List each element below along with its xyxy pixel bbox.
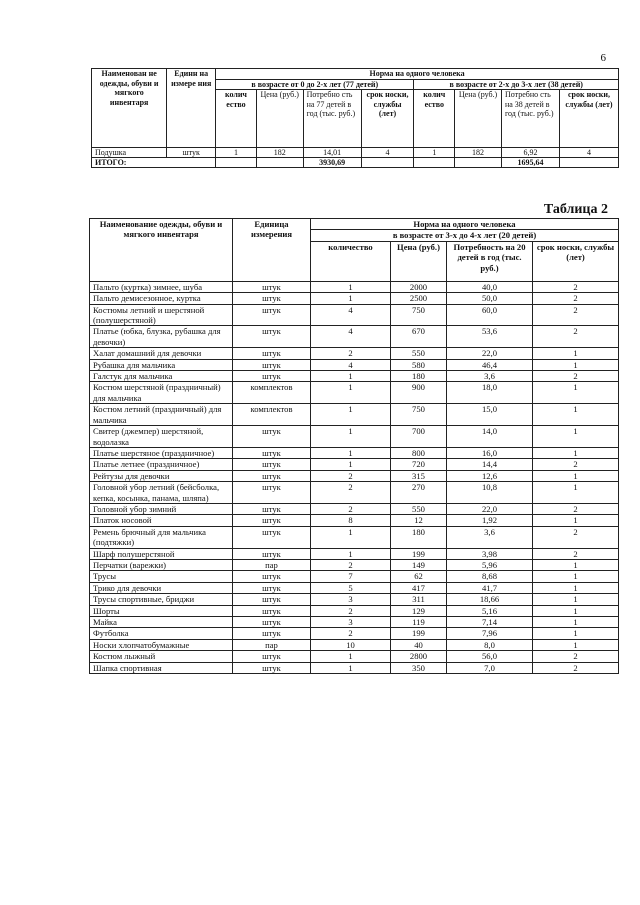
table-row (90, 628, 619, 639)
cell-price: 62 (391, 571, 447, 582)
header-term-b: срок носки, службы (лет) (559, 90, 618, 148)
cell-qty: 2 (311, 628, 391, 639)
cell-price: 199 (391, 548, 447, 559)
cell-price: 119 (391, 617, 447, 628)
cell-unit: штук (233, 326, 311, 348)
header-group: в возрасте от 3-х до 4-х лет (20 детей) (311, 230, 619, 241)
table-2 (89, 218, 619, 674)
cell-qty: 5 (311, 582, 391, 593)
cell-name: Подушка (92, 148, 167, 158)
cell-need: 50,0 (447, 293, 533, 304)
cell-price: 550 (391, 503, 447, 514)
table-row (90, 548, 619, 559)
cell-name: Платок носовой (90, 515, 233, 526)
table-row (90, 503, 619, 514)
table-row (90, 571, 619, 582)
cell-price: 417 (391, 582, 447, 593)
cell-price-a: 182 (256, 148, 303, 158)
cell-qty: 1 (311, 662, 391, 673)
cell-term: 1 (533, 594, 619, 605)
cell-need: 60,0 (447, 304, 533, 326)
cell-name: Рубашка для мальчика (90, 359, 233, 370)
cell-qty: 1 (311, 293, 391, 304)
cell-price: 580 (391, 359, 447, 370)
cell-term: 1 (533, 605, 619, 616)
total-need-a: 3930,69 (303, 158, 361, 168)
cell-unit: штук (233, 515, 311, 526)
total-row (92, 158, 619, 168)
cell-term: 1 (533, 470, 619, 481)
cell-name: Костюм шерстяной (праздничный) для мальчика (90, 382, 233, 404)
header-qty-b: колич ество (414, 90, 455, 148)
header-name: Наименование одежды, обуви и мягкого инвентаря (90, 219, 233, 282)
cell-qty: 2 (311, 559, 391, 570)
cell-unit: штук (233, 571, 311, 582)
cell-qty: 2 (311, 605, 391, 616)
table-row (90, 482, 619, 504)
cell-price: 720 (391, 459, 447, 470)
table-row (90, 582, 619, 593)
cell-name: Галстук для мальчика (90, 371, 233, 382)
cell-name: Платье летнее (праздничное) (90, 459, 233, 470)
table-row (90, 293, 619, 304)
cell-price: 750 (391, 304, 447, 326)
cell-unit: штук (167, 148, 216, 158)
cell-qty: 1 (311, 382, 391, 404)
cell-term: 1 (533, 617, 619, 628)
header-qty: количество (311, 241, 391, 281)
cell-price: 900 (391, 382, 447, 404)
cell-name: Халат домашний для девочки (90, 348, 233, 359)
cell-term: 2 (533, 548, 619, 559)
header-price-b: Цена (руб.) (455, 90, 502, 148)
cell-price: 149 (391, 559, 447, 570)
table-row (90, 348, 619, 359)
table-1 (91, 68, 619, 168)
cell-price-b: 182 (455, 148, 502, 158)
cell-need: 3,98 (447, 548, 533, 559)
cell-name: Пальто (куртка) зимнее, шуба (90, 281, 233, 292)
table-row (90, 559, 619, 570)
cell-unit: штук (233, 582, 311, 593)
table-row (90, 594, 619, 605)
cell-price: 750 (391, 404, 447, 426)
cell-term: 1 (533, 482, 619, 504)
table-row (90, 304, 619, 326)
cell-price: 40 (391, 639, 447, 650)
cell-unit: пар (233, 639, 311, 650)
cell-qty-a: 1 (216, 148, 257, 158)
cell-term: 2 (533, 526, 619, 548)
cell-name: Перчатки (варежки) (90, 559, 233, 570)
cell-qty: 4 (311, 326, 391, 348)
cell-need: 22,0 (447, 503, 533, 514)
table-row (90, 617, 619, 628)
table-row (90, 651, 619, 662)
cell-term: 1 (533, 571, 619, 582)
cell-term: 2 (533, 281, 619, 292)
cell-name: Платье (юбка, блузка, рубашка для девочки) (90, 326, 233, 348)
cell-term: 2 (533, 503, 619, 514)
cell-price: 12 (391, 515, 447, 526)
cell-unit: штук (233, 503, 311, 514)
cell-unit: штук (233, 426, 311, 448)
table-row (90, 426, 619, 448)
cell-qty: 4 (311, 359, 391, 370)
cell-qty: 1 (311, 404, 391, 426)
table-row (90, 371, 619, 382)
cell-need: 3,6 (447, 526, 533, 548)
cell-name: Пальто демисезонное, куртка (90, 293, 233, 304)
cell-need: 3,6 (447, 371, 533, 382)
header-need-b: Потребно сть на 38 детей в год (тыс. руб.) (501, 90, 559, 148)
cell-term: 2 (533, 326, 619, 348)
cell-need: 46,4 (447, 359, 533, 370)
cell-price: 199 (391, 628, 447, 639)
cell-unit: штук (233, 470, 311, 481)
cell-term: 1 (533, 559, 619, 570)
cell-unit: штук (233, 447, 311, 458)
cell-qty-b: 1 (414, 148, 455, 158)
cell-price: 311 (391, 594, 447, 605)
header-price-a: Цена (руб.) (256, 90, 303, 148)
table-row (90, 404, 619, 426)
cell-name: Трико для девочки (90, 582, 233, 593)
header-qty-a: колич ество (216, 90, 257, 148)
cell-price: 315 (391, 470, 447, 481)
cell-unit: штук (233, 617, 311, 628)
cell-qty: 2 (311, 503, 391, 514)
cell-term: 2 (533, 662, 619, 673)
header-term: срок носки, службы (лет) (533, 241, 619, 281)
cell-need-a: 14,01 (303, 148, 361, 158)
cell-qty: 1 (311, 281, 391, 292)
cell-price: 2800 (391, 651, 447, 662)
cell-need: 18,0 (447, 382, 533, 404)
header-unit: Единица измерения (233, 219, 311, 282)
table-row (90, 470, 619, 481)
cell-name: Головной убор зимний (90, 503, 233, 514)
cell-qty: 3 (311, 594, 391, 605)
cell-name: Платье шерстяное (праздничное) (90, 447, 233, 458)
table-row (90, 515, 619, 526)
cell-price: 180 (391, 526, 447, 548)
header-price: Цена (руб.) (391, 241, 447, 281)
table-row (90, 281, 619, 292)
cell-unit: штук (233, 605, 311, 616)
cell-need: 5,96 (447, 559, 533, 570)
cell-term: 1 (533, 426, 619, 448)
cell-term: 1 (533, 639, 619, 650)
cell-need: 7,96 (447, 628, 533, 639)
cell-price: 2000 (391, 281, 447, 292)
cell-term: 1 (533, 582, 619, 593)
cell-term: 2 (533, 651, 619, 662)
cell-name: Трусы (90, 571, 233, 582)
cell-unit: штук (233, 371, 311, 382)
table-row (90, 459, 619, 470)
cell-price: 350 (391, 662, 447, 673)
header-need: Потребность на 20 детей в год (тыс. руб.) (447, 241, 533, 281)
cell-term: 1 (533, 515, 619, 526)
cell-qty: 1 (311, 447, 391, 458)
cell-need: 56,0 (447, 651, 533, 662)
cell-qty: 2 (311, 482, 391, 504)
table-row (90, 382, 619, 404)
cell-unit: штук (233, 304, 311, 326)
cell-need-b: 6,92 (501, 148, 559, 158)
cell-unit: штук (233, 651, 311, 662)
cell-term-b: 4 (559, 148, 618, 158)
cell-name: Головной убор летний (бейсболка, кепка, косынка, панама, шляпа) (90, 482, 233, 504)
cell-name: Носки хлопчатобумажные (90, 639, 233, 650)
cell-need: 22,0 (447, 348, 533, 359)
cell-need: 7,0 (447, 662, 533, 673)
cell-unit: штук (233, 548, 311, 559)
cell-qty: 8 (311, 515, 391, 526)
cell-term: 2 (533, 459, 619, 470)
cell-qty: 2 (311, 348, 391, 359)
cell-price: 800 (391, 447, 447, 458)
cell-name: Майка (90, 617, 233, 628)
cell-price: 670 (391, 326, 447, 348)
cell-name: Шапка спортивная (90, 662, 233, 673)
cell-need: 14,0 (447, 426, 533, 448)
cell-term: 1 (533, 447, 619, 458)
table-row (90, 447, 619, 458)
cell-term-a: 4 (361, 148, 414, 158)
table-row (92, 148, 619, 158)
cell-need: 18,66 (447, 594, 533, 605)
header-term-a: срок носки, службы (лет) (361, 90, 414, 148)
cell-qty: 1 (311, 526, 391, 548)
cell-need: 12,6 (447, 470, 533, 481)
header-need-a: Потребно сть на 77 детей в год (тыс. руб.) (303, 90, 361, 148)
cell-unit: штук (233, 594, 311, 605)
table-2-title: Таблица 2 (543, 202, 608, 217)
cell-need: 15,0 (447, 404, 533, 426)
total-need-b: 1695,64 (501, 158, 559, 168)
cell-price: 2500 (391, 293, 447, 304)
cell-qty: 1 (311, 651, 391, 662)
cell-need: 16,0 (447, 447, 533, 458)
cell-need: 8,0 (447, 639, 533, 650)
cell-qty: 1 (311, 426, 391, 448)
header-group-a: в возрасте от 0 до 2-х лет (77 детей) (216, 79, 414, 90)
table-row (90, 326, 619, 348)
cell-name: Рейтузы для девочки (90, 470, 233, 481)
cell-name: Трусы спортивные, бриджи (90, 594, 233, 605)
cell-name: Шорты (90, 605, 233, 616)
cell-unit: штук (233, 628, 311, 639)
cell-unit: пар (233, 559, 311, 570)
cell-unit: штук (233, 662, 311, 673)
cell-qty: 1 (311, 459, 391, 470)
cell-unit: штук (233, 526, 311, 548)
cell-unit: штук (233, 459, 311, 470)
cell-term: 1 (533, 348, 619, 359)
cell-name: Шарф полушерстяной (90, 548, 233, 559)
cell-term: 1 (533, 628, 619, 639)
cell-term: 1 (533, 382, 619, 404)
total-label: ИТОГО: (92, 158, 216, 168)
cell-unit: штук (233, 359, 311, 370)
cell-name: Костюм лыжный (90, 651, 233, 662)
header-unit: Единн на измере ния (167, 69, 216, 148)
cell-need: 41,7 (447, 582, 533, 593)
cell-need: 10,8 (447, 482, 533, 504)
cell-qty: 2 (311, 470, 391, 481)
cell-name: Футболка (90, 628, 233, 639)
page-number: 6 (600, 52, 606, 64)
cell-qty: 7 (311, 571, 391, 582)
cell-price: 700 (391, 426, 447, 448)
table-2-body (90, 281, 619, 673)
table-row (90, 662, 619, 673)
header-group-b: в возрасте от 2-х до 3-х лет (38 детей) (414, 79, 619, 90)
cell-unit: штук (233, 348, 311, 359)
header-name: Наименован не одежды, обуви и мягкого инвентаря (92, 69, 167, 148)
cell-qty: 1 (311, 371, 391, 382)
cell-qty: 4 (311, 304, 391, 326)
cell-term: 2 (533, 304, 619, 326)
cell-term: 2 (533, 371, 619, 382)
cell-need: 14,4 (447, 459, 533, 470)
cell-price: 270 (391, 482, 447, 504)
table-row (90, 605, 619, 616)
cell-unit: комплектов (233, 404, 311, 426)
cell-need: 1,92 (447, 515, 533, 526)
cell-term: 1 (533, 404, 619, 426)
cell-unit: комплектов (233, 382, 311, 404)
cell-term: 2 (533, 293, 619, 304)
header-norm: Норма на одного человека (311, 219, 619, 230)
cell-need: 40,0 (447, 281, 533, 292)
cell-unit: штук (233, 281, 311, 292)
cell-qty: 3 (311, 617, 391, 628)
table-row (90, 526, 619, 548)
cell-need: 7,14 (447, 617, 533, 628)
table-row (90, 639, 619, 650)
cell-unit: штук (233, 293, 311, 304)
cell-unit: штук (233, 482, 311, 504)
cell-need: 8,68 (447, 571, 533, 582)
cell-name: Костюмы летний и шерстяной (полушерстяной) (90, 304, 233, 326)
cell-term: 1 (533, 359, 619, 370)
header-norm: Норма на одного человека (216, 69, 619, 80)
cell-qty: 1 (311, 548, 391, 559)
cell-price: 180 (391, 371, 447, 382)
cell-name: Костюм летний (праздничный) для мальчика (90, 404, 233, 426)
cell-need: 5,16 (447, 605, 533, 616)
cell-need: 53,6 (447, 326, 533, 348)
table-row (90, 359, 619, 370)
cell-price: 129 (391, 605, 447, 616)
cell-name: Ремень брючный для мальчика (подтяжки) (90, 526, 233, 548)
cell-price: 550 (391, 348, 447, 359)
cell-name: Свитер (джемпер) шерстяной, водолазка (90, 426, 233, 448)
cell-qty: 10 (311, 639, 391, 650)
